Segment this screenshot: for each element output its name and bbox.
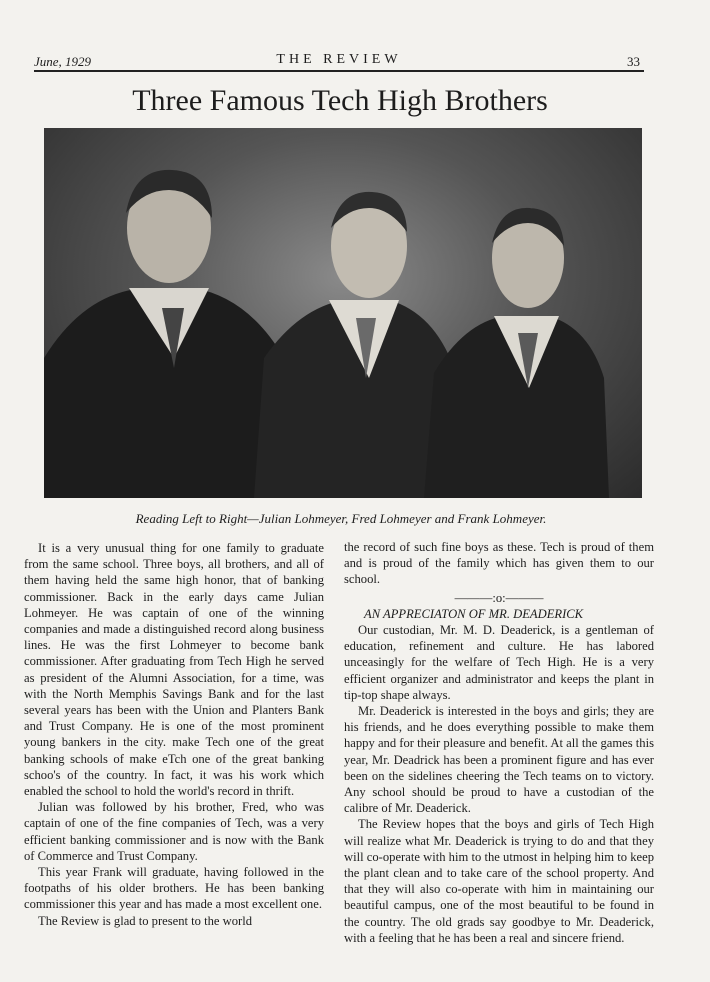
article-continuation: the record of such fine boys as these. Tech is proud of them and is proud of the family which has given them to our school. xyxy=(344,540,654,587)
right-column xyxy=(344,539,654,946)
article-paragraph: It is a very unusual thing for one family to graduate from the same school. Three boys, all brothers, and all of them having held the same high honor, that of banking commissioner. Back in the early days came Julian Lohmeyer. He was captain of one of the winning companies and made a distinguished record along business lines. He was the first Lohmeyer to become bank commissioner. After graduating from Tech High he served as president of the Alumni Association, for a time, was with the North Memphis Savings Bank and for the last several years has been with the Union and Planters Bank and Trust Company. He is one of the most prominent young bankers in the city. make Tech one of the great banking schools of make eTch one of the great banking schoo's of the country. In fact, it was his work which enabled the school to hold the world's record in thrift. xyxy=(24,541,324,799)
page-number: 33 xyxy=(627,54,640,69)
second-article-paragraph: Our custodian, Mr. M. D. Deaderick, is a gentleman of education, refinement and culture. He has labored unceasingly for the welfare of Tech High. He is a very efficient organizer and administrator and keeps the plant in tip-top shape always. xyxy=(344,623,654,702)
running-header xyxy=(34,52,644,72)
left-column xyxy=(24,540,324,929)
second-article-paragraph: The Review hopes that the boys and girls of Tech High will realize what Mr. Deaderick is trying to do and that they will co-operate with him to the utmost in helping him to keep the plant clean and to take care of the school property. And that they will also co-operate with him in maintaining our beautiful campus, one of the most beautiful to be found in the country. The old grads say goodbye to Mr. Deaderick, with a feeling that he has been a real and sincere friend. xyxy=(344,817,654,945)
brothers-photo xyxy=(44,128,642,498)
photo-caption: Reading Left to Right—Julian Lohmeyer, Fred Lohmeyer and Frank Lohmeyer. xyxy=(135,511,547,526)
portrait-illustration xyxy=(44,128,642,498)
portrait-figure-left xyxy=(44,170,294,498)
magazine-name: THE REVIEW xyxy=(276,52,402,67)
portrait-figure-right xyxy=(424,208,609,498)
section-separator: ———:o:——— xyxy=(454,590,544,605)
issue-date: June, 1929 xyxy=(34,54,92,69)
second-article-paragraph: Mr. Deaderick is interested in the boys and girls; they are his friends, and he does everything possible to make them happy and for their pleasure and benefit. At all the games this year, Mr. Deadrick has been a prominent figure and has ever been on the sidelines cheering the Tech teams on to victory. Any school should be proud to have a custodian of the calibre of Mr. Deaderick. xyxy=(344,704,654,816)
article-paragraph: The Review is glad to present to the world xyxy=(38,913,253,928)
second-article-heading: AN APPRECIATON OF MR. DEADERICK xyxy=(364,606,584,621)
header-rule xyxy=(34,70,644,72)
article-paragraph: This year Frank will graduate, having followed in the footpaths of his older brothers. He has been banking commissioner this year and has made a most excellent one. xyxy=(24,865,324,912)
article-paragraph: Julian was followed by his brother, Fred, who was captain of one of the fine companies of Tech, was a very efficient banking commissioner and is now with the Bank of Commerce and Trust Company. xyxy=(24,800,324,863)
article-title: Three Famous Tech High Brothers xyxy=(132,84,548,117)
